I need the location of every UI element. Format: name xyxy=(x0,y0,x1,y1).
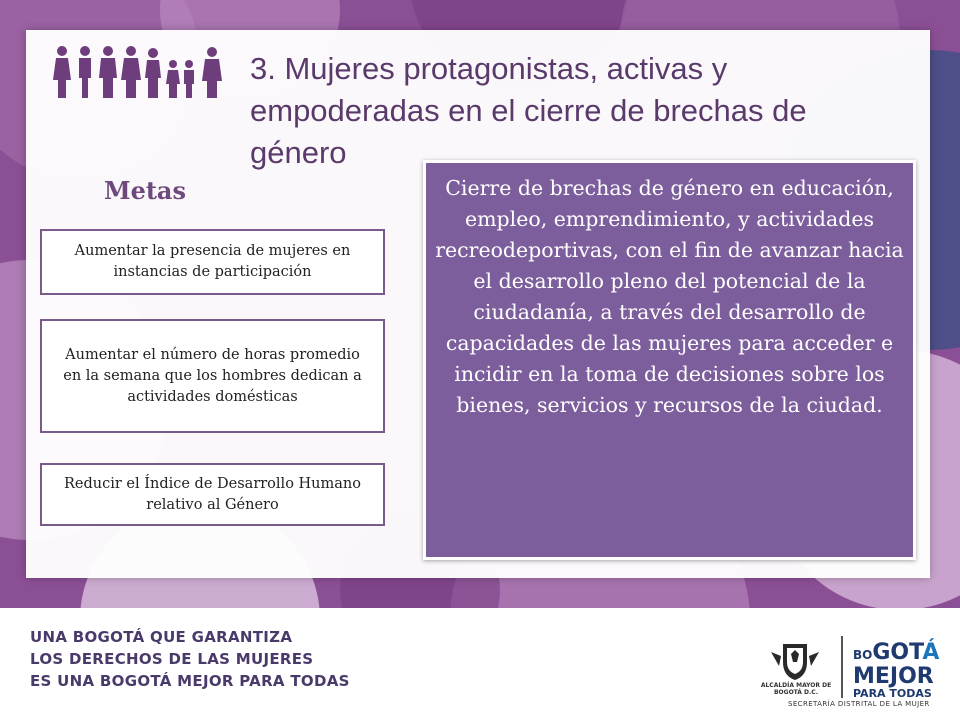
bogota-crest-icon xyxy=(765,640,825,682)
bogota-mejor-logo xyxy=(853,642,939,700)
goal-box-gender-index: Reducir el Índice de Desarrollo Humano relativo al Género xyxy=(40,463,385,526)
objective-box: Cierre de brechas de género en educación, empleo, emprendimiento, y actividades recreodeportivas, con el fin de avanzar hacia el desarrollo pleno del potencial de la ciudadanía, a través del desarrollo de capacidades de las mujeres para acceder e incidir en la toma de decisiones sobre los bienes, servicios y recursos de la ciudad. xyxy=(423,160,916,560)
footer-divider xyxy=(841,636,843,698)
goal-box-domestic-hours: Aumentar el número de horas promedio en la semana que los hombres dedican a actividades domésticas xyxy=(40,319,385,433)
brand-para-todas: PARA TODAS xyxy=(853,687,932,700)
slogan-line: LOS DERECHOS DE LAS MUJERES xyxy=(30,650,314,668)
goal-box-participation: Aumentar la presencia de mujeres en instancias de participación xyxy=(40,229,385,295)
slogan-line: UNA BOGOTÁ QUE GARANTIZA xyxy=(30,628,293,646)
brand-mejor: MEJOR xyxy=(853,664,934,689)
slogan-line: ES UNA BOGOTÁ MEJOR PARA TODAS xyxy=(30,672,350,690)
footer-slogan xyxy=(30,626,350,692)
slide-title: 3. Mujeres protagonistas, activas y empoderadas en el cierre de brechas de género xyxy=(250,51,807,170)
alcaldia-label: ALCALDÍA MAYOR DE BOGOTÁ D.C. xyxy=(760,682,832,696)
brand-bogota: BOGOTÁ xyxy=(853,640,940,665)
metas-heading: Metas xyxy=(104,176,186,205)
secretaria-label: SECRETARÍA DISTRITAL DE LA MUJER xyxy=(788,700,930,708)
women-group-icon xyxy=(52,44,227,100)
